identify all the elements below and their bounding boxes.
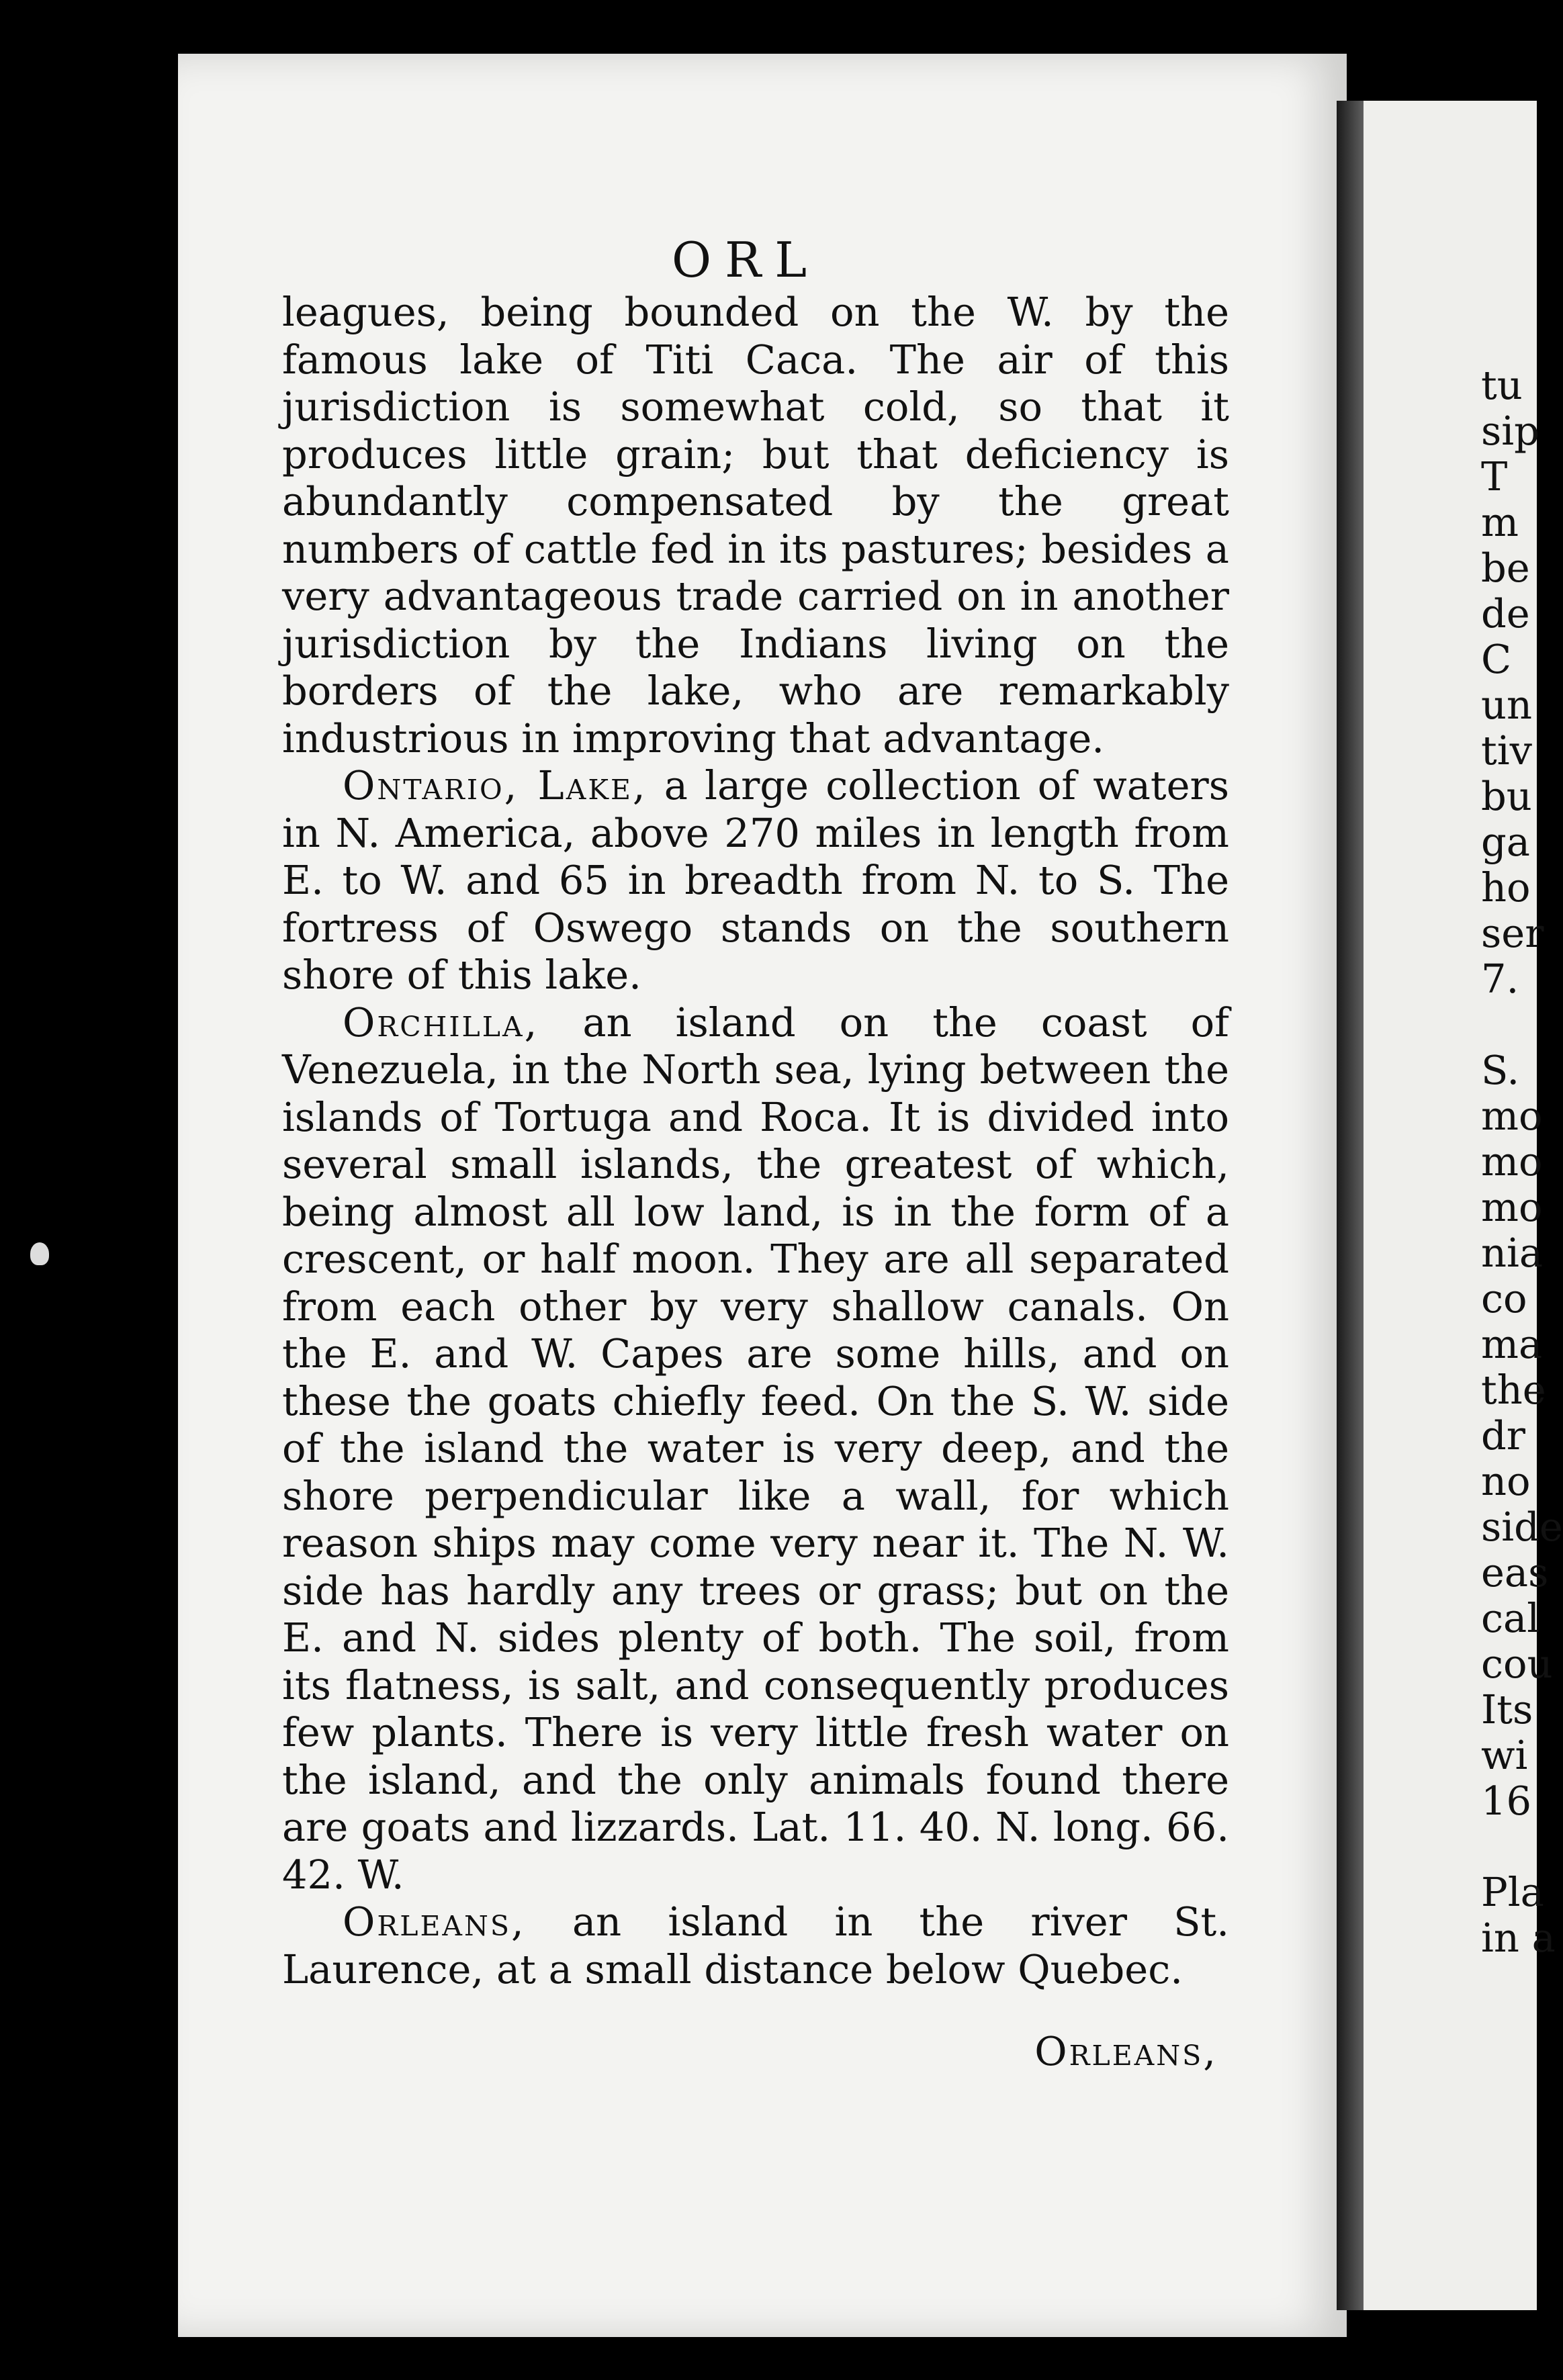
right-page-line: 7. <box>1481 956 1519 1002</box>
entry-headword: Ontario, Lake, <box>343 762 647 809</box>
right-page-line: eas <box>1481 1549 1549 1596</box>
right-page-line: co <box>1481 1275 1527 1322</box>
entry-headword: Orchilla, <box>343 999 539 1046</box>
right-page-line: nia <box>1481 1230 1544 1276</box>
right-page-line <box>1481 1002 1563 1048</box>
right-page-line: cal <box>1481 1595 1540 1641</box>
right-page-line: mo <box>1481 1138 1543 1185</box>
entry-ontario <box>282 762 1229 999</box>
right-page-fragments <box>1481 363 1563 1961</box>
right-page-line <box>1481 1824 1563 1870</box>
entry-continuation <box>282 289 1229 762</box>
entry-text: a large collection of waters in N. America, above 270 miles in length from E. to W. and 65 in breadth from N. to S. The fortress of Oswego stands on the southern shore of this lake. <box>282 762 1230 998</box>
entry-orleans <box>282 1898 1229 1993</box>
right-page-line: the <box>1481 1367 1546 1413</box>
entry-headword: Orleans, <box>343 1898 526 1945</box>
right-page-line: 16 <box>1481 1778 1532 1824</box>
right-page-line: ma <box>1481 1321 1543 1367</box>
right-page-line: wi <box>1481 1732 1528 1778</box>
right-page-line: C <box>1481 636 1512 682</box>
right-page-line: side <box>1481 1504 1563 1550</box>
right-page-line: in a <box>1481 1915 1556 1961</box>
right-page-line: no <box>1481 1458 1531 1504</box>
right-page-line: be <box>1481 545 1530 591</box>
scan-edge-mark <box>30 1242 49 1265</box>
right-page-line: Its <box>1481 1686 1533 1733</box>
right-page-line: m <box>1481 499 1519 545</box>
right-page-line: tu <box>1481 362 1523 408</box>
page-body <box>282 289 1229 1993</box>
right-page-line: dr <box>1481 1412 1525 1459</box>
entry-text: leagues, being bounded on the W. by the famous lake of Titi Caca. The air of this jurisdiction is somewhat cold, so that it produces little grain; but that deficiency is abundantly compensated by the great numbers of cattle fed in its pastures; besides a very advantageous trade carried on in another jurisdiction by the Indians living on the borders of the lake, who are remarkably industrious in improving that advantage. <box>282 289 1229 762</box>
right-page-line: tiv <box>1481 727 1532 774</box>
entry-text: an island in the river St. Laurence, at a small distance below Quebec. <box>282 1898 1229 1993</box>
right-page-line: mo <box>1481 1093 1543 1139</box>
right-page-line: mo <box>1481 1184 1543 1230</box>
catchword: Orleans, <box>1034 2028 1218 2074</box>
right-page-line: ser <box>1481 910 1544 956</box>
entry-text: an island on the coast of Venezuela, in the North sea, lying between the islands of Tortuga and Roca. It is divided into several small islands, the greatest of which, being almost all low land, is in the form of a crescent, or half moon. They are all separated from each other by very shallow canals. On the E. and W. Capes are some hills, and on these the goats chiefly feed. On the S. W. side of the island the water is very deep, and the shore perpendicular like a wall, for which reason ships may come very near it. The N. W. side has hardly any trees or grass; but on the E. and N. sides plenty of both. The soil, from its flatness, is salt, and consequently produces few plants. There is very little fresh water on the island, and the only animals found there are goats and lizzards. Lat. 11. 40. N. long. 66. 42. W. <box>282 999 1229 1898</box>
right-page-line: un <box>1481 682 1532 728</box>
entry-orchilla <box>282 999 1229 1899</box>
right-page-line: T <box>1481 453 1508 500</box>
right-page-line: cou <box>1481 1641 1553 1687</box>
right-page-line: de <box>1481 590 1530 637</box>
right-page-line: Pla <box>1481 1869 1544 1915</box>
right-page-line: sip <box>1481 408 1539 454</box>
right-page-line: ga <box>1481 819 1530 865</box>
right-page-line: bu <box>1481 773 1532 819</box>
right-page-line: S. <box>1481 1047 1520 1093</box>
page-header: ORL <box>672 232 821 288</box>
right-page-line: ho <box>1481 864 1531 911</box>
